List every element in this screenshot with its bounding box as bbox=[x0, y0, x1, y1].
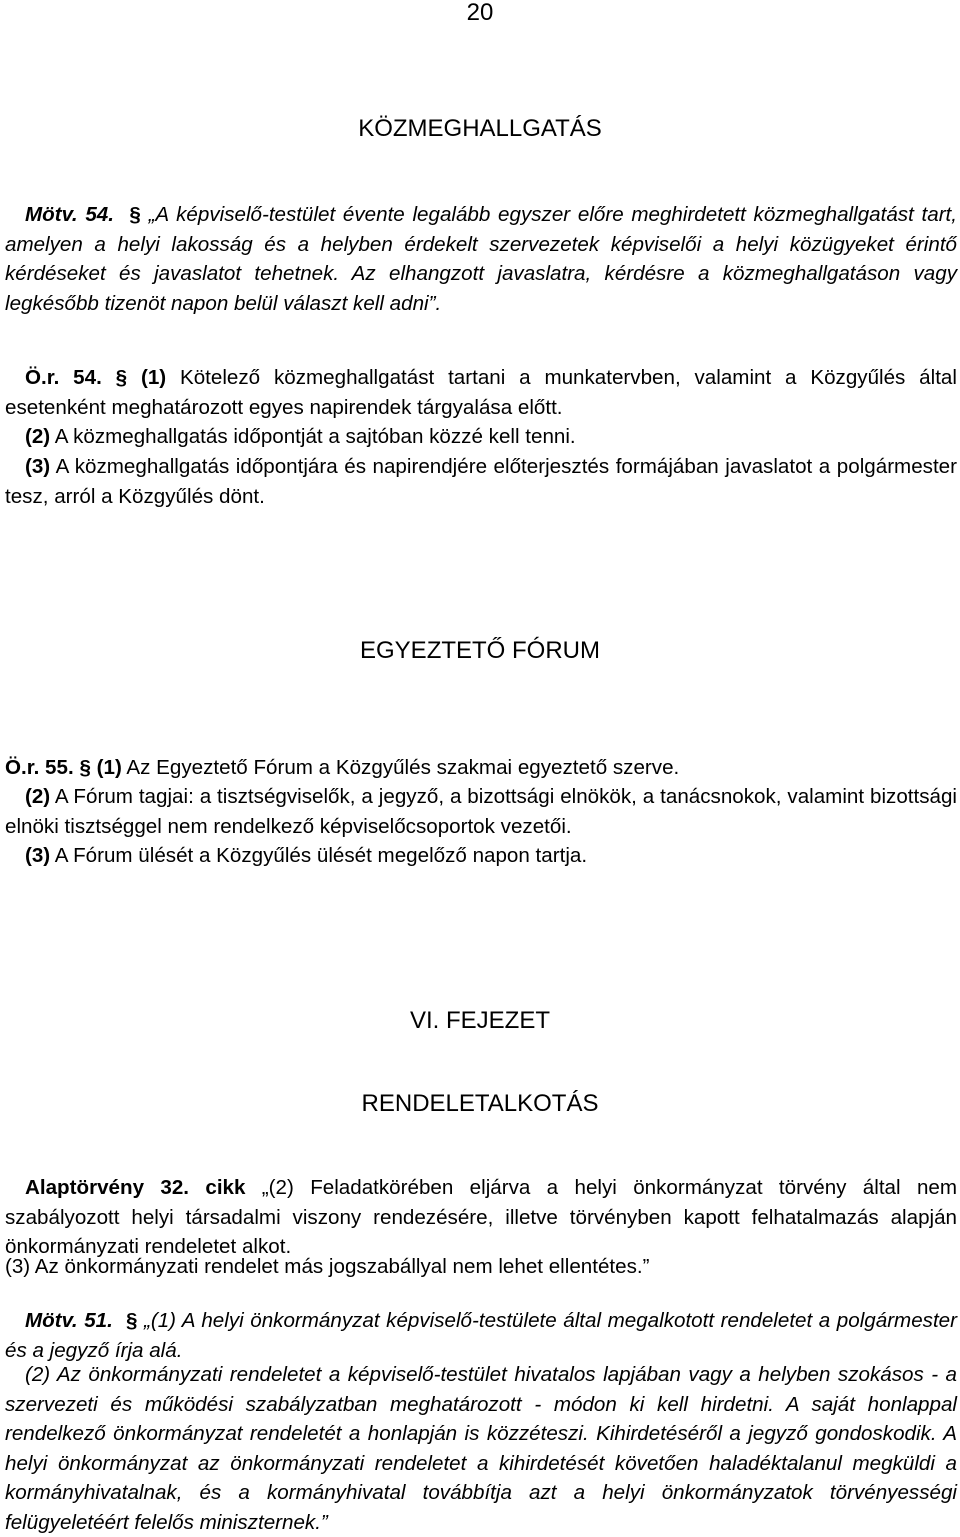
section-sign-icon: § bbox=[79, 756, 91, 779]
heading-rendeletalkotas: RENDELETALKOTÁS bbox=[361, 1090, 599, 1117]
motv-54-text: „A képviselő-testület évente legalább egyszer előre meghirdetett közmeghallgatást tart, amelyen a helyi lakosság és a helyben érdekelt szervezetek képviselői a helyi közügyeket érintő kérdéseket és javaslatot tehetnek. Az elhangzott javaslatra, kérdésre a közmeghallgatáson vagy legkésőbb tizenöt napon belül választ kell adni”. bbox=[5, 203, 957, 315]
heading-egyezteto-forum: EGYEZTETŐ FÓRUM bbox=[360, 637, 600, 664]
or-54-p3-number: (3) bbox=[25, 455, 51, 478]
alaptorveny-p2-text: „(2) Feladatkörében eljárva a helyi önkormányzat törvény által nem szabályozott helyi társadalmi viszony rendezésére, illetve törvényben kapott felhatalmazás alapján önkormányzati rendeletet alkot. bbox=[5, 1176, 958, 1258]
or-54-p2-number: (2) bbox=[25, 425, 51, 448]
or-55-p3-text: A Fórum ülését a Közgyűlés ülését megelőző napon tartja. bbox=[50, 844, 588, 867]
or-55-paragraph-2 bbox=[5, 782, 957, 841]
alaptorveny-reference: Alaptörvény 32. cikk bbox=[25, 1176, 246, 1199]
heading-kozmeghallgatas: KÖZMEGHALLGATÁS bbox=[358, 115, 602, 142]
or-54-paragraph-1 bbox=[5, 363, 957, 422]
or-55-p1-number: (1) bbox=[96, 756, 122, 779]
motv-51-paragraph-1 bbox=[5, 1306, 957, 1365]
or-54-reference: Ö.r. 54. bbox=[25, 366, 102, 389]
motv-51-p2-text: (2) Az önkormányzati rendeletet a képviselő-testület hivatalos lapjában vagy a helyben szokásos - a szervezeti és működési szabályzatban meghatározott - módon ki kell hirdetni. A saját honlappal rendelkező önkormányzat rendeletét a honlapján is közzéteszi. Kihirdetéséről a jegyző gondoskodik. A helyi önkormányzat az önkormányzati rendeletet a kihirdetését követően haladéktalanul megküldi a kormányhivatalnak, és a kormányhivatal továbbítja azt a helyi önkormányzatok törvényességi felügyeletéért felelős miniszternek.” bbox=[5, 1363, 957, 1534]
or-54-paragraph-2 bbox=[5, 422, 957, 452]
or-54-p1-text: Kötelező közmeghallgatást tartani a munkatervben, valamint a Közgyűlés által esetenként meghatározott egyes napirendek tárgyalása előtt. bbox=[5, 366, 957, 419]
motv-51-paragraph-2 bbox=[5, 1360, 957, 1537]
or-54-p3-text: A közmeghallgatás időpontjára és napirendjére előterjesztés formájában javaslatot a polgármester tesz, arról a Közgyűlés dönt. bbox=[5, 455, 957, 508]
alaptorveny-paragraph-2 bbox=[5, 1173, 957, 1262]
section-sign-icon: § bbox=[125, 1309, 138, 1332]
or-55-p2-text: A Fórum tagjai: a tisztségviselők, a jegyző, a bizottsági elnökök, a tanácsnokok, valamint bizottsági elnöki tisztséggel nem rendelkező képviselőcsoportok vezetői. bbox=[5, 785, 957, 838]
section-sign-icon: § bbox=[115, 366, 128, 389]
motv-51-p1-text: „(1) A helyi önkormányzat képviselő-testülete által megalkotott rendeletet a polgármester és a jegyző írja alá. bbox=[5, 1309, 957, 1362]
motv-54-paragraph bbox=[5, 200, 957, 318]
or-55-reference: Ö.r. 55. bbox=[5, 756, 74, 779]
motv-54-reference: Mötv. 54. bbox=[25, 203, 114, 226]
alaptorveny-p3-text: (3) Az önkormányzati rendelet más jogszabállyal nem lehet ellentétes.” bbox=[5, 1255, 650, 1278]
or-54-p2-text: A közmeghallgatás időpontját a sajtóban közzé kell tenni. bbox=[50, 425, 576, 448]
heading-fejezet: VI. FEJEZET bbox=[409, 1007, 550, 1034]
or-55-p1-text: Az Egyeztető Fórum a Közgyűlés szakmai egyeztető szerve. bbox=[121, 756, 680, 779]
motv-51-reference: Mötv. 51. bbox=[25, 1309, 113, 1332]
or-54-p1-number: (1) bbox=[140, 366, 167, 389]
or-54-paragraph-3 bbox=[5, 452, 957, 511]
or-55-paragraph-1 bbox=[5, 753, 957, 783]
alaptorveny-paragraph-3 bbox=[5, 1252, 957, 1282]
section-sign-icon: § bbox=[129, 203, 141, 226]
page-number: 20 bbox=[466, 0, 494, 26]
or-55-paragraph-3 bbox=[5, 841, 957, 871]
or-55-p3-number: (3) bbox=[25, 844, 51, 867]
or-55-p2-number: (2) bbox=[25, 785, 51, 808]
